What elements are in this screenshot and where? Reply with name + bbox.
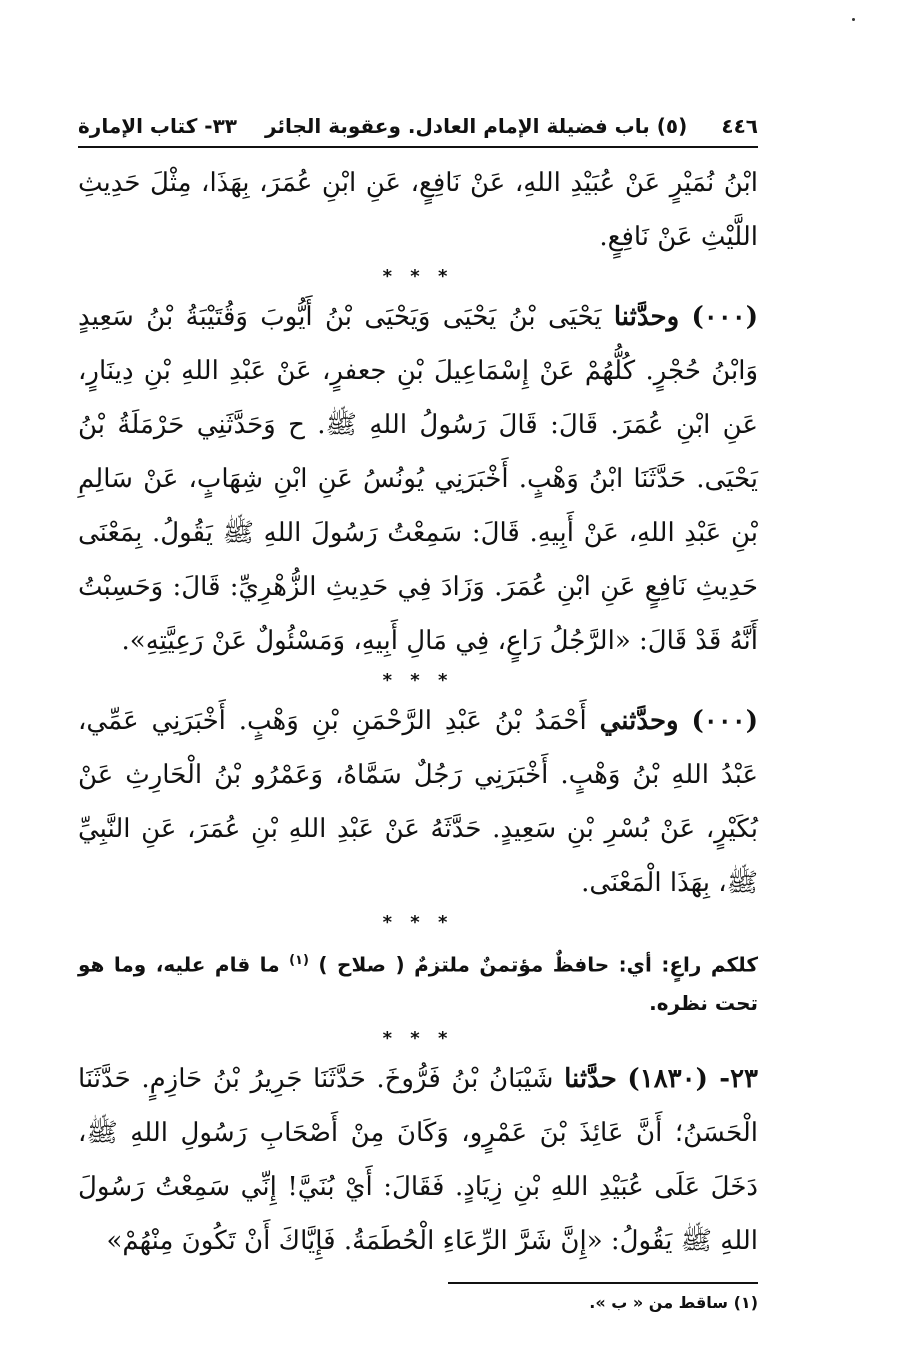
separator-stars: * * * <box>382 266 454 287</box>
hadith-text: شَيْبَانُ بْنُ فَرُّوخَ. حَدَّثَنَا جَرِيرُ بْنُ حَازِمٍ. حَدَّثَنَا الْحَسَنُ؛ أَنَّ عَائِذَ بْنَ عَمْرٍو، وَكَانَ مِنْ أَصْحَابِ رَسُولِ اللهِ ﷺ، دَخَلَ عَلَى عُبَيْدِ اللهِ بْنِ زِيَادٍ. فَقَالَ: أَيْ بُنَيَّ! إِنِّي سَمِعْتُ رَسُولَ اللهِ ﷺ يَقُولُ: «إِنَّ شَرَّ الرِّعَاءِ الْحُطَمَةُ. فَإِيَّاكَ أَنْ تَكُونَ مِنْهُمْ» <box>78 1063 758 1256</box>
page-number: ٤٤٦ <box>721 114 758 138</box>
chapter-title: (٥) باب فضيلة الإمام العادل. وعقوبة الجائر <box>265 114 688 138</box>
hadith-paragraph <box>78 1052 758 1268</box>
separator-stars: * * * <box>382 1027 454 1049</box>
footnote-marker[interactable]: (١) <box>289 953 309 968</box>
page-body <box>78 156 758 1268</box>
hadith-paragraph <box>78 290 758 668</box>
book-page <box>78 110 758 1318</box>
footnote-divider <box>448 1282 758 1284</box>
explanatory-note <box>78 942 758 1022</box>
hadith-text: أَحْمَدُ بْنُ عَبْدِ الرَّحْمَنِ بْنِ وَهْبٍ. أَخْبَرَنِي عَمِّي، عَبْدُ اللهِ بْنُ وَهْبٍ. أَخْبَرَنِي رَجُلٌ سَمَّاهُ، وَعَمْرُو بْنُ الْحَارِثِ عَنْ بُكَيْرٍ، عَنْ بُسْرِ بْنِ سَعِيدٍ. حَدَّثَهُ عَنْ عَبْدِ اللهِ بْنِ عُمَرَ، عَنِ النَّبِيِّ ﷺ، بِهَذَا الْمَعْنَى. <box>78 706 758 898</box>
separator-stars: * * * <box>382 670 454 691</box>
hadith-continuation <box>78 156 758 264</box>
hadith-number: (٠٠٠) <box>691 706 759 736</box>
hadith-lead-word: حدَّثنا <box>564 1063 617 1094</box>
separator-stars: * * * <box>382 912 454 933</box>
header-titles <box>78 110 687 142</box>
hadith-number: ٢٣- (١٨٣٠) <box>627 1063 759 1094</box>
hadith-paragraph <box>78 694 758 910</box>
note-text-after: ما قام عليه، وما هو تحت نظره. <box>78 952 758 1015</box>
footnote: (١) ساقط من « ب ». <box>589 1292 758 1312</box>
hadith-lead-word: وحدَّثنا <box>613 302 680 332</box>
stray-dot <box>852 18 855 21</box>
note-text-before: كلكم راعٍ: أي: حافظٌ مؤتمنٌ ملتزمٌ ( صلاح ) <box>318 952 758 977</box>
hadith-text: ابْنُ نُمَيْرٍ عَنْ عُبَيْدِ اللهِ، عَنْ نَافِعٍ، عَنِ ابْنِ عُمَرَ، بِهَذَا، مِثْلَ حَدِيثِ اللَّيْثِ عَنْ نَافِعٍ. <box>78 168 758 252</box>
page-header <box>78 110 758 148</box>
hadith-number: (٠٠٠) <box>691 302 758 332</box>
book-title: ٣٣- كتاب الإمارة <box>78 114 238 138</box>
hadith-lead-word: وحدَّثني <box>599 706 679 736</box>
hadith-text: يَحْيَى بْنُ يَحْيَى وَيَحْيَى بْنُ أَيُّوبَ وَقُتَيْبَةُ بْنُ سَعِيدٍ وَابْنُ حُجْرٍ. كُلُّهُمْ عَنْ إِسْمَاعِيلَ بْنِ جعفرٍ، عَنْ عَبْدِ اللهِ بْنِ دِينَارٍ، عَنِ ابْنِ عُمَرَ. قَالَ: قَالَ رَسُولُ اللهِ ﷺ. ح وَحَدَّثَنِي حَرْمَلَةُ بْنُ يَحْيَى. حَدَّثَنَا ابْنُ وَهْبٍ. أَخْبَرَنِي يُونُسُ عَنِ ابْنِ شِهَابٍ، عَنْ سَالِمِ بْنِ عَبْدِ اللهِ، عَنْ أَبِيهِ. قَالَ: سَمِعْتُ رَسُولَ اللهِ ﷺ يَقُولُ. بِمَعْنَى حَدِيثِ نَافِعٍ عَنِ ابْنِ عُمَرَ. وَزَادَ فِي حَدِيثِ الزُّهْرِيِّ: قَالَ: وَحَسِبْتُ أَنَّهُ قَدْ قَالَ: «الرَّجُلُ رَاعٍ، فِي مَالِ أَبِيهِ، وَمَسْئُولٌ عَنْ رَعِيَّتِهِ». <box>78 302 758 656</box>
